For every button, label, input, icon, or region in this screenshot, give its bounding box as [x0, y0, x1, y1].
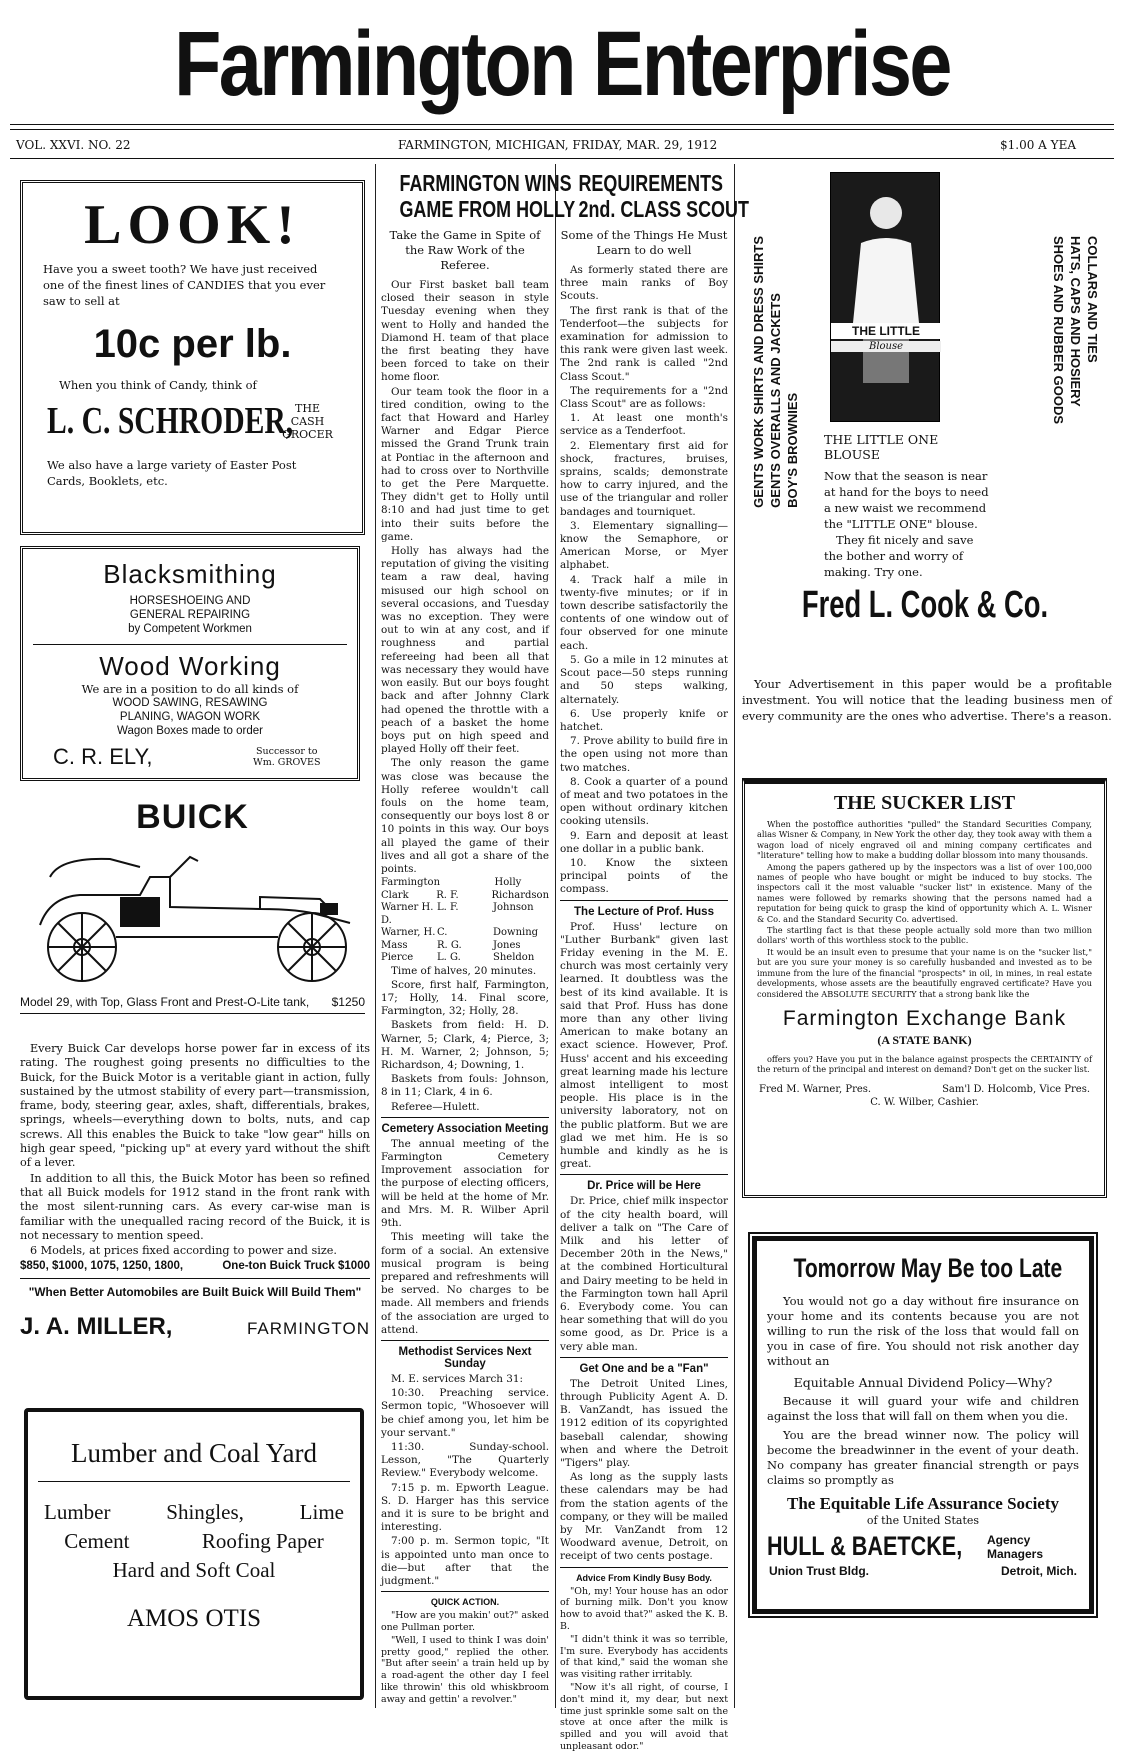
bank-state: (A STATE BANK)	[877, 1032, 972, 1047]
scout-item-5: 5. Go a mile in 12 minutes at Scout pace—50 steps running and 50 steps walking, alternately.	[560, 653, 728, 706]
basketball-p3: Holly has always had the reputation of giving the visiting team a raw deal, having misused our high school on several occasions, and Tuesday was no exception. They were out to win at any cost, and if roughness and partial refereeing had been all that was necessary they would have won easily. But our boys fought back and after Johnny Clark had opened the throttle with a peach of a basket the home boys put on high speed and played Holly off their feet.	[381, 545, 549, 756]
otis-ad	[24, 1408, 364, 1700]
volume-number: VOL. XXVI. NO. 22	[16, 138, 131, 152]
ely-l4: We are in a position to do all kinds of	[81, 682, 299, 696]
cemetery-p2: This meeting will take the form of a social. An extensive musical program is being prepared and refreshments will be served. No charges to be made. All members and friends of the association are urged to attend.	[381, 1231, 549, 1336]
blouse-label: THE LITTLE	[831, 323, 941, 339]
basketball-p5: Time of halves, 20 minutes.	[391, 964, 537, 977]
buick-p3: 6 Models, at prices fixed according to power and size.	[30, 1244, 337, 1258]
basketball-p2: Our team took the floor in a tired condition, owing to the fact that Howard and Harley Warner and Edgar Pierce missed the Grand Trunk train at Pontiac in the afternoon and had to cross over to Northville to get the Pere Marquette. They didn't get to Holly until 8:10 and had just time to get into their suits before the game.	[381, 385, 549, 543]
methodist-headline: Methodist Services Next Sunday	[398, 1345, 532, 1370]
column-divider	[734, 164, 735, 1708]
basketball-p9: Referee—Hulett.	[391, 1100, 480, 1113]
fan-p1: The Detroit United Lines, through Publicity Agent A. D. B. VanZandt, has issued the 1912 edition of its copyrighted baseball calendar, showing when and where the Detroit "Tigers" play.	[560, 1377, 728, 1470]
buick-car-illustration	[20, 837, 365, 987]
scout-p3: The requirements for a "2nd Class Scout" are as follows:	[560, 384, 728, 411]
methodist-p1: M. E. services March 31:	[391, 1372, 524, 1385]
otis-title: Lumber and Coal Yard	[71, 1438, 317, 1468]
buick-truck: One-ton Buick Truck $1000	[222, 1260, 370, 1273]
methodist-p5: 7:00 p. m. Sermon topic, "It is appointed unto man once to die—but after that the judgment."	[381, 1535, 549, 1587]
cash-grocer-tag: THE CASH GROCER	[282, 401, 333, 441]
advice-headline: Advice From Kindly Busy Body.	[576, 1572, 712, 1583]
scout-item-7: 7. Prove ability to build fire in the open using not more than two matches.	[560, 735, 728, 774]
buick-slogan: "When Better Automobiles are Built Buick Will Build Them"	[28, 1285, 362, 1300]
fan-p2: As long as the supply lasts these calendars may be had from the station agents of the company, or they will be mailed by Mr. VanZandt from 12 Woodward avenue, Detroit, on receipt of two cents postage.	[560, 1471, 728, 1563]
masthead-rule	[10, 124, 1114, 125]
blouse-body: Now that the season is near at hand for the boys to need a new waist we recommend the "LITTLE ONE" blouse.	[824, 469, 989, 531]
sucker-p3: The startling fact is that these people actually sold more than two million dollars' worth of this worthless stock to the public.	[757, 925, 1092, 946]
basketball-headline-2: GAME FROM HOLLY	[399, 196, 576, 222]
schroder-name: L. C. SCHRODER,	[47, 400, 294, 442]
scout-item-9: 9. Earn and deposit at least one dollar in a public bank.	[560, 829, 728, 855]
bank-name: Farmington Exchange Bank	[782, 1006, 1067, 1030]
buick-model: Model 29, with Top, Glass Front and Prest-O-Lite tank,	[20, 995, 310, 1009]
cook-ad	[740, 166, 1110, 686]
ely-blacksmithing: Blacksmithing	[103, 559, 277, 589]
buick-model-price: $1250	[331, 995, 365, 1009]
basketball-p8: Baskets from fouls: Johnson, 8 in 11; Clark, 4 in 6.	[381, 1073, 549, 1099]
quick-action-p1: "How are you makin' out?" asked one Pullman porter.	[381, 1610, 549, 1633]
basketball-p4: The only reason the game was close was because the Holly referee wouldn't call fouls on the home team, consequently our boys lost 8 or 10 points in this way. Our boys all played the game of their lives and all got a share of the points.	[381, 757, 549, 875]
equitable-headline: Tomorrow May Be too Late	[793, 1253, 1063, 1283]
lecture-p1: Prof. Huss' lecture on "Luther Burbank" given last Friday evening in the M. E. church was most certainly very learned. It doubtless was the best of its kind available. It is said that Prof. Huss has done more than any other living American to make botany an exact science. However, Prof. Huss' accent and his exceeding great learning made his lecture almost intelligent to most people. His place is in the university laboratory, not on the public platform. But we are glad we met him. He is so humble and kindly as he is great.	[560, 920, 728, 1171]
scout-subhead: Some of the Things He Must Learn to do well	[560, 228, 728, 257]
schroder-headline: LOOK!	[84, 194, 301, 256]
fan-headline: Get One and be a "Fan"	[579, 1362, 709, 1375]
masthead-rule-2	[10, 129, 1114, 130]
otis-lumber: Lumber	[44, 1500, 111, 1524]
agency-managers: Agency Managers	[987, 1532, 1044, 1561]
scout-item-3: 3. Elementary signalling—know the Semaphore, or American Morse, or Myer alphabet.	[560, 519, 728, 572]
detroit-mich: Detroit, Mich.	[1000, 1564, 1077, 1578]
scout-headline-1: REQUIREMENTS	[578, 170, 724, 196]
schroder-ad	[20, 180, 365, 535]
otis-lime: Lime	[299, 1500, 344, 1524]
column-divider	[555, 164, 556, 1708]
basketball-p7: Baskets from field: H. D. Warner, 5; Clark, 4; Pierce, 3; H. M. Warner, 2; Johnson, 5; Richardson, 4; Downing, 1.	[381, 1019, 549, 1072]
sucker-p5: offers you? Have you put in the balance against prospects the CERTAINTY of the return of the principal and interest on demand? Don't get on the sucker list.	[757, 1053, 1092, 1075]
basketball-subhead: Take the Game in Spite of the Raw Work of the Referee.	[389, 228, 541, 272]
cook-left-list: GENTS WORK SHIRTS AND DRESS SHIRTS GENTS OVERALLS AND JACKETS BOY'S BROWNIES	[751, 236, 800, 508]
otis-shingles: Shingles,	[166, 1500, 244, 1524]
buick-town: FARMINGTON	[246, 1319, 370, 1339]
buick-prices: $850, $1000, 1075, 1250, 1800,	[20, 1260, 184, 1273]
price-headline: Dr. Price will be Here	[587, 1180, 701, 1193]
otis-name: AMOS OTIS	[126, 1605, 262, 1632]
ely-successor: Successor to Wm. GROVES	[253, 746, 321, 768]
scout-item-4: 4. Track half a mile in twenty-five minutes; or if in town describe satisfactorily the contents of one window out of four observed for one minute each.	[560, 573, 728, 652]
ely-services-2: WOOD SAWING, RESAWING PLANING, WAGON WORK Wagon Boxes made to order	[112, 697, 268, 737]
advice-p1: "Oh, my! Your house has an odor of burning milk. Don't you know how to avoid that?" asked the K. B. B.	[560, 1585, 728, 1633]
cook-right-list: SHOES AND RUBBER GOODS HATS, CAPS AND HOSIERY COLLARS AND TIES	[1051, 236, 1100, 425]
equitable-p1: You would not go a day without fire insurance on your home and its contents because you are not willing to run the risk of the loss that would fall on you in case of fire. You should not risk another day without an	[767, 1294, 1079, 1368]
boy-blouse-illustration	[830, 172, 940, 422]
column-divider	[375, 164, 376, 1708]
scout-item-8: 8. Cook a quarter of a pound of meat and two potatoes in the open without ordinary kitchen cooking utensils.	[560, 775, 728, 828]
equitable-us: of the United States	[866, 1514, 980, 1527]
schroder-intro: Have you a sweet tooth? We have just received one of the finest lines of CANDIES that you ever saw to sell at	[43, 262, 326, 308]
buick-ad	[20, 798, 365, 1014]
column-3	[560, 170, 749, 1754]
boy-figure-icon	[831, 173, 941, 423]
methodist-p3: 11:30. Sunday-school. Lesson, "The Quarterly Review." Everybody welcome.	[381, 1440, 549, 1480]
ely-name: C. R. ELY,	[53, 744, 153, 769]
blouse-body-2: They fit nicely and save the bother and worry of making. Try one.	[824, 533, 974, 579]
buick-title: BUICK	[136, 798, 249, 836]
otis-cement: Cement	[64, 1529, 130, 1553]
ely-services-1: HORSESHOEING AND GENERAL REPAIRING by Competent Workmen	[128, 595, 252, 635]
hull-baetcke-name: HULL & BAETCKE,	[767, 1531, 963, 1561]
ely-woodworking: Wood Working	[99, 651, 281, 681]
sucker-list-ad	[742, 778, 1107, 1198]
buick-dealer: J. A. MILLER,	[20, 1313, 173, 1341]
buick-p2: In addition to all this, the Buick Motor has been so refined that all Buick models for 1912 stand in the front rank with the most silent-running cars. As every car-wise man is familiar with the unequalled racing record of the Buick, it is not necessary to mention speed.	[20, 1171, 370, 1242]
blouse-sub-label: Blouse	[831, 341, 941, 352]
equitable-ad	[752, 1236, 1094, 1614]
scout-item-6: 6. Use properly knife or hatchet.	[560, 707, 728, 733]
schroder-foot: We also have a large variety of Easter Post Cards, Booklets, etc.	[47, 458, 297, 488]
quick-action-headline: QUICK ACTION.	[430, 1597, 500, 1608]
scout-item-1: 1. At least one month's service as a Tenderfoot.	[560, 412, 728, 438]
bank-cashier: C. W. Wilber, Cashier.	[870, 1096, 979, 1108]
blouse-copy	[824, 432, 994, 580]
sucker-p4: It would be an insult even to presume that your name is on the "sucker list," but are you sure your money is so carefully husbanded and invested as to be immune from the lure of the financial "prospects" in oil, in mines, in real estate developments, whose assets are the beautifully engraved certificate? Have you considered the ABSOLUTE SECURITY that a strong bank like the	[757, 946, 1092, 999]
bank-president: Fred M. Warner, Pres.	[759, 1083, 872, 1095]
basketball-p1: Our First basket ball team closed their season in style Tuesday evening when they went to Holly and handed the Diamond H. team of that place the first beating they have been forced to take on their home floor.	[381, 279, 549, 384]
union-trust: Union Trust Bldg.	[769, 1564, 869, 1578]
methodist-p2: 10:30. Preaching service. Sermon topic, "Whosoever will be chief among you, let him be your servant."	[381, 1387, 549, 1439]
scout-p1: As formerly stated there are three main ranks of Boy Scouts.	[560, 264, 728, 303]
cemetery-headline: Cemetery Association Meeting	[381, 1122, 549, 1135]
advertise-notice: Your Advertisement in this paper would be a profitable investment. You will notice that the leading business men of every community are the ones who advertise. There's a reason.	[742, 677, 1112, 723]
bank-vice-president: Sam'l D. Holcomb, Vice Pres.	[942, 1083, 1090, 1095]
sucker-p2: Among the papers gathered up by the inspectors was a list of over 100,000 names of people who have bought or might be induced to buy stocks. The inspectors call it the most valuable "sucker list" in existence. Many of the names were followed by remarks showing that the persons named had a reputation for being quick to grasp the kind of opportunity which A. L. Wisner & Co. and the Standard Security Co. advertised.	[757, 861, 1092, 924]
price-p1: Dr. Price, chief milk inspector of the city health board, will deliver a talk on "The Care of Milk and his letter of December 20th in the News," at the combined Horticultural and Dairy meeting to be held in the Farmington town hall April 6. Everybody come. You can hear something that will do you some good, as Dr. Price is a very able man.	[560, 1195, 728, 1353]
advice-p3: "Now it's all right, of course, I don't mind it, my dear, but next time just sprinkle some salt on the stove at once after the milk is spilled and you will avoid that unpleasant odor."	[560, 1682, 728, 1753]
buick-copy	[20, 1042, 370, 1341]
dateline: FARMINGTON, MICHIGAN, FRIDAY, MAR. 29, 1912	[398, 138, 718, 152]
subscription-price: $1.00 A YEA	[1000, 138, 1076, 152]
sucker-headline: THE SUCKER LIST	[833, 792, 1016, 814]
quick-action-p2: "Well, I used to think I was doin' pretty good," replied the other. "But after seein' a train held up by a road-agent the other day I feel like throwin' this old whiskbroom away and gettin' a revolver."	[381, 1634, 549, 1705]
scout-headline-2: 2nd. CLASS SCOUT	[578, 196, 749, 222]
buick-p1: Every Buick Car develops horse power far in excess of its rating. The roughest going presents no difficulties to the Buick, for the Buick Motor is a veritable giant in action, fully sustained by the utmost stability of every part—transmission, frame, body, steering gear, axles, shaft, differentials, brakes, springs, wheels—everything down to bolts, nuts, and cap screws. All this enables the Buick to take "low gear" hills on high gear speed, "picking up" at every yard without the shift of a lever.	[20, 1042, 370, 1170]
ely-ad	[20, 546, 360, 781]
cook-name: Fred L. Cook & Co.	[801, 584, 1049, 626]
sucker-p1: When the postoffice authorities "pulled" the Standard Securities Company, alias Wisner & Company, in New York the other day, they took away with them a wagon load of nicely engraved oil and mining company certificates and "literature" telling how to make a budding dollar blossom into many thousands.	[757, 819, 1092, 861]
equitable-policy: Equitable Annual Dividend Policy—Why?	[793, 1375, 1053, 1390]
otis-roofing: Roofing Paper	[201, 1529, 324, 1553]
basketball-p6: Score, first half, Farmington, 17; Holly, 14. Final score, Farmington, 32; Holly, 28.	[381, 978, 549, 1018]
schroder-think: When you think of Candy, think of	[59, 378, 257, 392]
equitable-p2: Because it will guard your wife and children against the loss that will fall on them when you die.	[767, 1394, 1079, 1423]
equitable-society: The Equitable Life Assurance Society	[786, 1494, 1059, 1513]
basketball-headline-1: FARMINGTON WINS	[399, 170, 572, 196]
scout-item-2: 2. Elementary first aid for shock, fractures, bruises, sprains, scalds; demonstrate how to carry injured, and the use of the triangular and roller bandages and tourniquet.	[560, 439, 728, 518]
equitable-p3: You are the bread winner now. The policy will become the breadwinner in the event of your death. No company has greater financial strength or pays claims so promptly as	[767, 1428, 1079, 1487]
column-2	[381, 170, 576, 1707]
masthead-title: Farmington Enterprise	[174, 13, 950, 115]
methodist-p4: 7:15 p. m. Epworth League. S. D. Harger has this service and it is sure to be bright and interesting.	[381, 1481, 549, 1534]
scout-p2: The first rank is that of the Tenderfoot—the subjects for examination for admission to this rank were given last week. The 2nd rank is called "2nd Class Scout."	[560, 304, 728, 383]
basketball-lineup: Farmington Holly Clark R. F. Richardson Warner H. D. L. F. Johnson Warner, H. C. Downing Mass R. G. Jones Pierce L. G. Sheldon	[381, 877, 550, 964]
dateline-rule	[10, 158, 1114, 159]
blouse-caption: THE LITTLE ONE BLOUSE	[824, 432, 939, 462]
lecture-headline: The Lecture of Prof. Huss	[574, 905, 714, 918]
schroder-price: 10c per lb.	[93, 322, 292, 366]
advice-p2: "I didn't think it was so terrible, I'm sure. Everybody has accidents of that kind," said the woman she was visiting rather irritably.	[560, 1633, 728, 1681]
cemetery-p1: The annual meeting of the Farmington Cemetery Improvement association for the purpose of electing officers, will be held at the home of Mr. and Mrs. M. R. Wilber April 9th.	[381, 1137, 549, 1230]
scout-item-10: 10. Know the sixteen principal points of the compass.	[560, 856, 728, 896]
otis-coal: Hard and Soft Coal	[112, 1558, 276, 1582]
